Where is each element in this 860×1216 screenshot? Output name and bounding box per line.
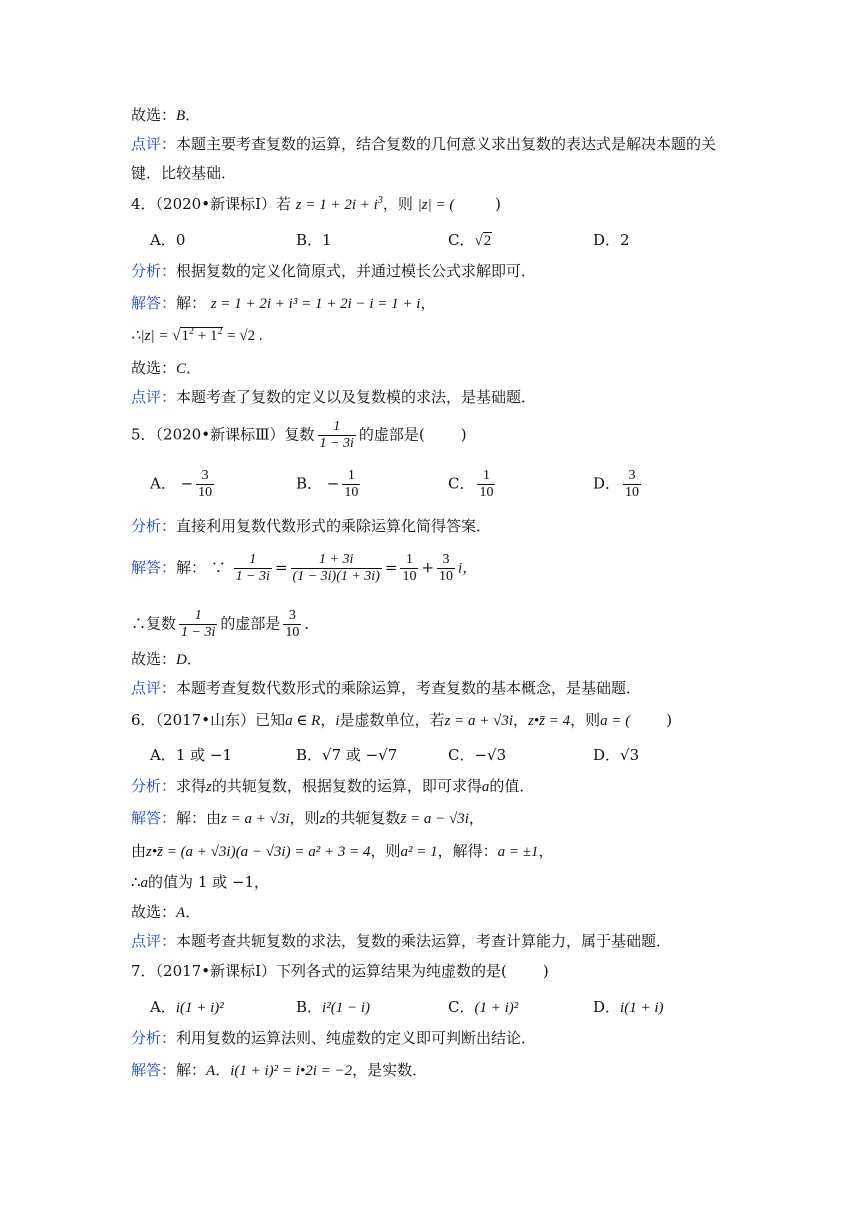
- question-4-stem: [131, 193, 501, 216]
- q6-sol-expr-1: z = a + √3i: [221, 811, 290, 827]
- pick-label: 故选：: [131, 359, 177, 377]
- option-label: A． −: [150, 474, 194, 493]
- q6-sol-expr-2: z̄ = a − √3i: [400, 811, 469, 827]
- fraction: [623, 468, 641, 501]
- q5-pick: 故选：D．: [131, 650, 202, 668]
- fraction-numerator: 3: [201, 468, 209, 483]
- q4-result: = √2 .: [223, 328, 263, 344]
- var-a: a: [481, 779, 490, 795]
- fraction: [179, 608, 217, 641]
- fraction-numerator: 1: [405, 552, 413, 567]
- fraction-numerator: 1: [194, 608, 202, 623]
- q6-sol2-solve: ，解得：: [437, 842, 498, 860]
- q6-cond-1: a ∈ R: [285, 713, 321, 729]
- answer-choice: B: [176, 108, 186, 124]
- q4-pick: 故选：C．: [131, 359, 202, 377]
- q6-analysis: [131, 775, 534, 798]
- q5-conclusion: [131, 608, 319, 641]
- fraction: [342, 468, 360, 501]
- answer-label: 故选：: [131, 106, 177, 124]
- review-label: 点评：: [131, 135, 177, 153]
- question-7-stem: [131, 960, 549, 982]
- q4-therefore-text: ∴|z| =: [131, 328, 173, 344]
- period: ．: [215, 1061, 231, 1079]
- fraction-denominator: 10: [479, 485, 494, 500]
- q6-sol2-result: a = ±1: [497, 844, 539, 860]
- q4-option-c: [448, 229, 492, 252]
- fraction: [283, 608, 301, 641]
- q5-option-c: [448, 468, 498, 501]
- solution-label: 解答：: [131, 809, 177, 827]
- analysis-text-2: 的共轭复数，根据复数的运算，即可求得: [211, 777, 482, 795]
- q4-option-c-radicand: 2: [483, 233, 492, 249]
- analysis-text-3: 的值．: [489, 777, 535, 795]
- question-5-stem: [131, 419, 467, 452]
- review-label: 点评：: [131, 932, 177, 950]
- pick-choice: C: [176, 361, 187, 377]
- fraction: [234, 552, 272, 585]
- q5-review: [131, 677, 641, 699]
- equals: =: [274, 558, 288, 577]
- q5-option-b: [296, 468, 363, 501]
- q4-option-d: D．2: [593, 231, 630, 249]
- q4-expr: $z = 1 + 2i + i^3$: [295, 195, 383, 213]
- option-label: A．: [150, 998, 176, 1016]
- fraction: [318, 419, 356, 452]
- fraction-denominator: 10: [285, 625, 300, 640]
- review-text: 本题主要考查复数的运算，结合复数的几何意义求出复数的表达式是解决本题的关: [176, 135, 717, 153]
- option-label: B．: [296, 998, 323, 1016]
- q6-question: a = (: [600, 713, 631, 729]
- q7-option-b: [296, 996, 370, 1019]
- review-text: 本题考查复数代数形式的乘除运算，考查复数的基本概念，是基础题．: [176, 679, 642, 697]
- option-expr: (1 + i)²: [474, 1000, 519, 1016]
- fraction-denominator: 10: [344, 485, 359, 500]
- review-text: 本题考查了复数的定义以及复数模的求法，是基础题．: [176, 388, 537, 406]
- q6-imag-unit: i: [335, 713, 340, 729]
- fraction-numerator: 1 + 3i: [319, 552, 354, 567]
- q4-review: [131, 386, 536, 408]
- q7-solution: [131, 1059, 427, 1082]
- fraction-denominator: 1 − 3i: [235, 569, 270, 584]
- comma: ，: [468, 809, 484, 827]
- fraction-denominator: 10: [625, 485, 640, 500]
- sqrt-symbol: $√1^2 + 1^2$: [172, 326, 223, 344]
- q6-sol2-then: ，则: [370, 842, 401, 860]
- q6-sol-text-2: 的共轭复数: [325, 809, 401, 827]
- q6-solution-2: [131, 840, 553, 863]
- option-expr: i(1 + i)²: [175, 1000, 224, 1016]
- q6-review: [131, 930, 671, 952]
- review-text-cont: 键．比较基础．: [131, 164, 237, 182]
- q6-option-d: D．√3: [593, 746, 640, 764]
- fraction-numerator: 1: [249, 552, 257, 567]
- fraction: [196, 468, 214, 501]
- review-line: [131, 133, 716, 155]
- q5-stem-text: 5．（2020•新课标Ⅲ）复数: [131, 425, 315, 444]
- fraction-numerator: 3: [628, 468, 636, 483]
- q6-cond-3: z•z̄ = 4: [528, 713, 571, 729]
- q5-option-a: [150, 468, 217, 501]
- conclusion-text: ∴复数: [131, 614, 177, 633]
- option-label: C．: [448, 998, 475, 1016]
- q4-solution-expr: z = 1 + 2i + i³ = 1 + 2i − i = 1 + i: [210, 296, 421, 312]
- q4-option-b: B．1: [296, 231, 332, 249]
- q5-analysis: [131, 515, 491, 537]
- var-z: z: [206, 779, 212, 795]
- option-expr: i²(1 − i): [322, 1000, 370, 1016]
- q6-then: ，则: [570, 711, 601, 729]
- q6-stem-mid: 是虚数单位，若: [339, 711, 445, 729]
- fraction-numerator: 3: [288, 608, 296, 623]
- q7-close: ): [542, 962, 549, 980]
- solution-prefix: 解：由: [176, 809, 222, 827]
- solution-label: 解答：: [131, 1061, 177, 1079]
- q4-analysis: [131, 260, 536, 282]
- q6-option-a: A．1 或 −1: [150, 746, 233, 764]
- q6-sol2-expr: z•z̄ = (a + √3i)(a − √3i) = a² + 3 = 4: [146, 844, 371, 860]
- fraction-denominator: 1 − 3i: [181, 625, 216, 640]
- q5-option-d: [593, 468, 644, 501]
- fraction-numerator: 1: [482, 468, 490, 483]
- q6-sol2-text: 由: [131, 842, 147, 860]
- q6-conclusion-text: 的值为 1 或 −1，: [148, 873, 270, 891]
- option-expr: i(1 + i): [620, 1000, 664, 1016]
- review-label: 点评：: [131, 679, 177, 697]
- q5-tail: 的虚部是(: [358, 425, 425, 444]
- q7-sol-text: ，是实数．: [352, 1061, 428, 1079]
- fraction: [437, 552, 455, 585]
- fraction-denominator: 10: [402, 569, 417, 584]
- analysis-label: 分析：: [131, 262, 177, 280]
- question-6-stem: [131, 709, 672, 732]
- q6-cond-2: z = a + √3i: [444, 713, 514, 729]
- imag-unit: i，: [458, 560, 478, 577]
- plus: +: [421, 558, 435, 577]
- q7-sol-expr: i(1 + i)² = i•2i = −2: [230, 1063, 353, 1079]
- analysis-text: 利用复数的运算法则、纯虚数的定义即可判断出结论．: [176, 1029, 537, 1047]
- q6-solution: [131, 807, 484, 830]
- var-z: z: [319, 811, 326, 827]
- q6-stem-text: 6．（2017•山东）已知: [131, 711, 286, 729]
- analysis-label: 分析：: [131, 1029, 177, 1047]
- solution-prefix: 解：: [176, 1061, 207, 1079]
- q4-option-c-label: C．: [448, 231, 475, 249]
- q5-solution: [131, 552, 477, 585]
- option-ref: A: [206, 1063, 216, 1079]
- option-label: B． −: [296, 474, 340, 493]
- analysis-label: 分析：: [131, 517, 177, 535]
- therefore-symbol: ∴: [131, 873, 141, 891]
- q4-abs: |z| = (: [417, 197, 455, 213]
- q6-option-b: B．√7 或 −√7: [296, 746, 398, 764]
- pick-label: 故选：: [131, 650, 177, 668]
- var-a: a: [140, 875, 149, 891]
- comma: ，: [320, 711, 336, 729]
- fraction-denominator: 1 − 3i: [319, 436, 354, 451]
- period: ．: [304, 614, 320, 633]
- option-label: D．: [593, 998, 621, 1016]
- option-label: D．: [593, 474, 621, 493]
- q4-close: ): [495, 195, 501, 213]
- q7-option-a: [150, 996, 224, 1019]
- review-continuation: [131, 162, 236, 184]
- fraction: [400, 552, 418, 585]
- q6-close: ): [666, 711, 673, 729]
- q4-option-a: A．0: [150, 231, 186, 249]
- q6-conclusion: [131, 871, 269, 894]
- solution-label: 解答：: [131, 294, 177, 312]
- q4-stem-text: 4．（2020•新课标Ⅰ）若: [131, 195, 291, 213]
- comma: ，: [538, 842, 554, 860]
- fraction-numerator: 3: [442, 552, 450, 567]
- analysis-text: 直接利用复数代数形式的乘除运算化简得答案．: [176, 517, 492, 535]
- fraction-denominator: (1 − 3i)(1 + 3i): [292, 569, 380, 584]
- solution-prefix: 解：: [176, 558, 207, 577]
- q6-sol2-eq: a² = 1: [400, 844, 438, 860]
- pick-label: 故选：: [131, 903, 177, 921]
- q5-close: ): [460, 425, 467, 444]
- q6-sol-text: ，则: [289, 809, 320, 827]
- fraction-denominator: 10: [198, 485, 213, 500]
- because-symbol: ∵: [210, 558, 226, 577]
- analysis-text: 求得: [176, 777, 207, 795]
- q7-option-c: [448, 996, 518, 1019]
- fraction: [477, 468, 495, 501]
- fraction-numerator: 1: [347, 468, 355, 483]
- fraction: [291, 552, 382, 585]
- q4-tail: ，则: [382, 195, 413, 213]
- fraction-numerator: 1: [333, 419, 341, 434]
- analysis-label: 分析：: [131, 777, 177, 795]
- q7-option-d: [593, 996, 663, 1019]
- comma: ，: [513, 711, 529, 729]
- q7-analysis: [131, 1027, 536, 1049]
- solution-prefix: 解：: [176, 294, 207, 312]
- equals: =: [384, 558, 398, 577]
- q7-stem-text: 7．（2017•新课标Ⅰ）下列各式的运算结果为纯虚数的是(: [131, 962, 507, 980]
- review-text: 本题考查共轭复数的求法，复数的乘法运算，考查计算能力，属于基础题．: [176, 932, 672, 950]
- q4-solution: 解答：解： z = 1 + 2i + i³ = 1 + 2i − i = 1 + i，: [131, 294, 436, 312]
- q6-pick: 故选：A．: [131, 903, 201, 921]
- answer-line: 故选：B．: [131, 106, 201, 124]
- review-label: 点评：: [131, 388, 177, 406]
- pick-choice: D: [176, 652, 187, 668]
- analysis-text: 根据复数的定义化简原式，并通过模长公式求解即可．: [176, 262, 537, 280]
- q4-therefore: [131, 324, 263, 347]
- q6-option-c: C．−√3: [448, 746, 507, 764]
- fraction-denominator: 10: [439, 569, 454, 584]
- solution-label: 解答：: [131, 558, 177, 577]
- conclusion-text-2: 的虚部是: [220, 614, 281, 633]
- q4-expr-text: z = 1 + 2i + i: [295, 197, 378, 213]
- option-label: C．: [448, 474, 475, 493]
- sqrt-symbol: √2: [474, 233, 492, 249]
- pick-choice: A: [176, 905, 186, 921]
